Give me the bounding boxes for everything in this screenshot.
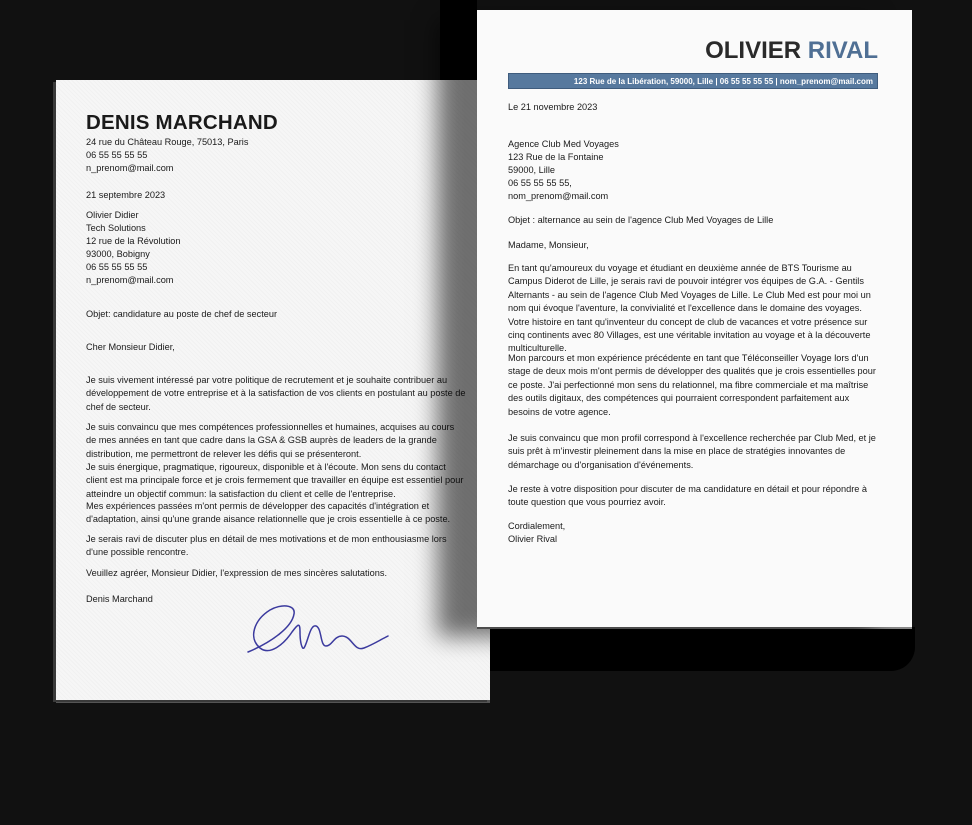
recipient-phone: 06 55 55 55 55 [86, 262, 148, 272]
recipient-street: 12 rue de la Révolution [86, 236, 181, 246]
letter-date: 21 septembre 2023 [86, 190, 166, 200]
recipient-city: 59000, Lille [508, 165, 555, 175]
letter-salutation: Cher Monsieur Didier, [86, 342, 175, 352]
letter-closing: Cordialement, [508, 521, 566, 531]
cover-letter-denis-marchand [56, 80, 490, 700]
letter-paragraph: Mon parcours et mon expérience précédente en tant que Téléconseiller Voyage lors d'un stage de deux mois m'ont permis de développer des qualités que je crois essentielles pour ce poste. J'ai perfectionné mon sens du relationnel, ma fibre commerciale et ma maîtrise des outils digitaux, des compétences qui pourraient correspondent parfaitement aux besoins de votre agence. [508, 353, 876, 417]
recipient-name: Olivier Didier [86, 210, 139, 220]
sender-name: DENIS MARCHAND [86, 111, 278, 134]
contact-bar: 123 Rue de la Libération, 59000, Lille | 06 55 55 55 55 | nom_prenom@mail.com [508, 73, 878, 89]
page-shadow [490, 627, 915, 671]
letter-paragraph: Je reste à votre disposition pour discuter de ma candidature en détail et pour répondre à toute question que vous pourriez avoir. [508, 484, 868, 508]
letter-paragraph: Je suis énergique, pragmatique, rigoureux, disponible et à l'écoute. Mon sens du contact client est ma principale force et je crois fermement que travailler en équipe est essentiel pour atteindre un objectif commun: la satisfaction du client et celle de l'entreprise. [86, 462, 464, 499]
sender-last-name: RIVAL [807, 37, 878, 64]
recipient-email: n_prenom@mail.com [86, 275, 174, 285]
page-shadow [440, 0, 477, 80]
sender-first-name: OLIVIER [705, 37, 802, 64]
letter-paragraph: Je suis vivement intéressé par votre politique de recrutement et je souhaite contribuer au développement de votre entreprise et à la satisfaction de vos clients en postulant au poste de chef de secteur. [86, 375, 466, 412]
letter-closing: Veuillez agréer, Monsieur Didier, l'expression de mes sincères salutations. [86, 568, 388, 578]
recipient-phone: 06 55 55 55 55, [508, 178, 572, 188]
letter-paragraph: Mes expériences passées m'ont permis de développer des capacités d'intégration et d'adaptation, ainsi qu'une grande aisance relationnelle que je crois essentielle à ce poste. [86, 501, 451, 525]
recipient-email: nom_prenom@mail.com [508, 191, 609, 201]
signature-name: Denis Marchand [86, 594, 153, 604]
letter-subject: Objet : alternance au sein de l'agence Club Med Voyages de Lille [508, 215, 774, 225]
letter-paragraph: Je suis convaincu que mes compétences professionnelles et humaines, acquises au cours de mes années en tant que cadre dans la GSA & GSB auprès de leaders de la grande distribution, me permettront de relever les défis qui se présenteront. [86, 422, 455, 459]
letter-subject: Objet: candidature au poste de chef de secteur [86, 309, 278, 319]
letter-paragraph: Je suis convaincu que mon profil correspond à l'excellence recherchée par Club Med, et je suis prêt à m'investir pleinement dans la mise en place de stratégies innovantes de démarchage ou d'organisation d'événements. [508, 433, 876, 470]
letter-date: Le 21 novembre 2023 [508, 102, 598, 112]
letter-paragraph: Je serais ravi de discuter plus en détail de mes motivations et de mon enthousiasme lors d'une possible rencontre. [86, 534, 447, 558]
signature-name: Olivier Rival [508, 534, 558, 544]
recipient-company: Agence Club Med Voyages [508, 139, 619, 149]
sender-phone: 06 55 55 55 55 [86, 150, 148, 160]
cover-letter-olivier-rival [477, 10, 912, 627]
sender-name [705, 37, 878, 65]
recipient-city: 93000, Bobigny [86, 249, 150, 259]
sender-email: n_prenom@mail.com [86, 163, 174, 173]
recipient-street: 123 Rue de la Fontaine [508, 152, 604, 162]
letter-paragraph: En tant qu'amoureux du voyage et étudiant en deuxième année de BTS Tourisme au Campus Diderot de Lille, je serais ravi de pouvoir intégrer vos équipes de G.A. - Gentils Alternants - au sein de l'agence Club Med Voyages de Lille. Le Club Med est pour moi un nom qui évoque l'aventure, la convivialité et l'excellence dans le domaine des voyages. Votre histoire en tant qu'inventeur du concept de club de vacances et votre présence sur cinq continents avec 80 Villages, est une véritable invitation au voyage et à la découverte multiculturelle. [508, 263, 871, 354]
handwritten-signature-icon [242, 602, 392, 657]
letter-salutation: Madame, Monsieur, [508, 240, 589, 250]
sender-address: 24 rue du Château Rouge, 75013, Paris [86, 137, 249, 147]
recipient-company: Tech Solutions [86, 223, 146, 233]
